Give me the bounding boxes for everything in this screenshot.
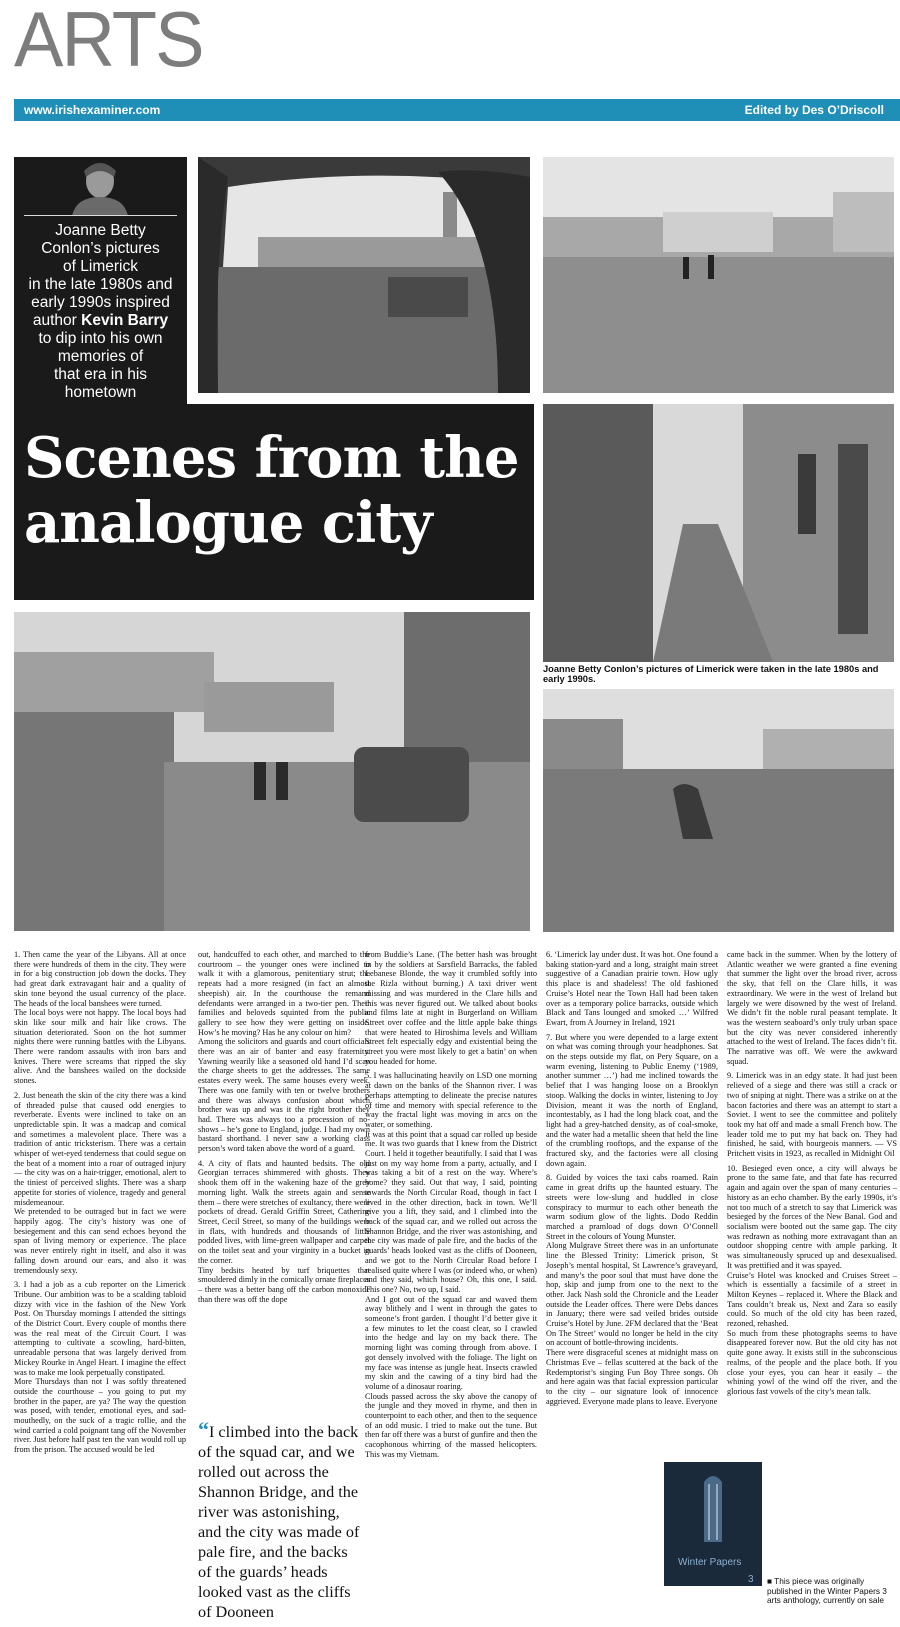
paragraph: 3. I had a job as a cub reporter on the Limerick Tribune. Our ambition was to be a scalding tabloid dizzy with vice in the fashion of the New York Post. On Thursday mornings I attended the sittings of the District Court. Every couple of months there was the real meat of the Circuit Court. I was attempting to cultivate a scowling, hard-bitten, unreadable persona that was largely derived from Mickey Rourke in Angel Heart. I imagine the effect was to make me look perpetually constipated. More Thursdays than not I was softly threatened outside the courthouse – you going to put my brother in the paper, are ya? The way the question was posed, with tender, emotional eyes, and sad-mouthedly, on the suck of a tragic rollie, and the wind carried a cold poignant tang off the November river. Just before half past ten the van would roll up from the prison. The accused would be led <box>14 1280 186 1455</box>
paragraph: 10. Besieged even once, a city will always be prone to the same fate, and that fate has recurred again and again over the span of many centuries – history as an echo chamber. By the early 1990s, it’s not too much of a stretch to say that Limerick was besieged by the forces of the New Banal. God and socialism were booted out the same gap. The city was redrawn as nothing more extravagant than an outdoor shopping centre with ample parking. It was simultaneously spruced up and desexualised. It was prettified and it was spayed. Cruise’s Hotel was knocked and Cruises Street – which is essentially a facsimile of a street in Milton Keynes – replaced it. Where the Black and Tans couldn’t break us, Next and Zara so easily could. So much of the old city has been razed, rezoned, rehashed. So much from these photographs seems to have disappeared forever now. But the old city has not quite gone away. It exists still in the subconscious realms, of the people and the place both. If you close your eyes, you can hear it easily – the whining yowl of the wind off the river, and the glorious fast vowels of the city’s mean talk. <box>727 1163 897 1396</box>
text-column-5 <box>727 950 897 1402</box>
text-column-3 <box>365 950 537 1465</box>
author-name: Kevin Barry <box>81 312 169 329</box>
text-column-2 <box>198 950 370 1309</box>
header-bar <box>14 99 900 121</box>
headline: Scenes from the analogue city <box>14 404 534 600</box>
paragraph: 5. I was hallucinating heavily on LSD one morning at dawn on the banks of the Shannon river. I was perhaps attempting to delineate the precise natures of time and memory with special reference to the way the fractal light was moving in arcs on the water, or something. It was at this point that a squad car rolled up beside me. It was two guards that I knew from the District Court. I held it together beautifully. I said that I was just on my way home from a party, actually, and I was taking a bit of a rest on the way. Where’s home? they said. Out that way, I said, pointing towards the North Circular Road, though in fact I lived in the other direction, back in town. We’ll give you a lift, they said, and I climbed into the back of the squad car, and we rolled out across the Shannon Bridge, and the river was astonishing, and the city was made of pale fire, and the backs of the guards’ heads looked vast as the cliffs of Dooneen, and we got to the North Circular Road before I realised quite where I was (or indeed who, or when) and they said, which house? Oh, this one, I said. This one? No, two up, I said. And I got out of the squad car and waved them away blithely and I went in through the gates to someone’s front garden. I thought I’d better give it a few minutes to let the coast clear, so I crawled into the hedge and lay on my back there. The morning light was coming through from above. I got densely involved with the foliage. The light on my face was intense as jungle heat. Insects crawled my skin and the cawing of a tiny bird had the volume of a dinosaur roaring. Clouds passed across the sky above the canopy of the jungle and they moved in rhyme, and then in counterpoint to each other, and then to the sequence of an odd music. I tried to make out the tune. But then far off there was a burst of gunfire and then the cacophonous whirring of the massed helicopters. This was my Vietnam. <box>365 1071 537 1459</box>
paragraph: 8. Guided by voices the taxi cabs roamed. Rain came in great drifts up the haunted estuary. The streets were low-slung and huddled in close conspiracy to murmur to each other beneath the warm sodium glow of the lights. Dodo Reddin marched a pramload of dogs down O’Connell Street in the colours of Young Munster. Along Mulgrave Street there was in an unfortunate line the Blessed Trinity: Limerick prison, St Joseph’s mental hospital, St Lawrence’s graveyard, and many’s the poor soul that must have done the hop, skip and jump from one to the next to the other. Jack Nash sold the Chronicle and the Leader outside the Leader offces. There were Debs dances in January; there were sad veiled brides outside Cruise’s Hotel by June. 2FM declared that the ‘Beat On The Street’ would no longer be held in the city on account of bottle-throwing incidents. There were disgraceful scenes at midnight mass on Christmas Eve – fellas scuttered at the back of the Redemptorist’s singing Fun Boy Three songs. Oh and here again was that facial expression particular to the city – our signature look of innocence aggrieved. Everyone made plans to leave. Everyone <box>546 1173 718 1406</box>
paragraph: 6. ‘Limerick lay under dust. It was hot. One found a baking station-yard and a long, straight main street suggestive of a Canadian prairie town. How ugly this place is and shadeless! The old fashioned Cruise’s Hotel near the Town Hall had been taken over as a temporary police barracks, outside which Black and Tans lounged and smoked …’ Wilfred Ewart, from A Journey in Ireland, 1921 <box>546 950 718 1027</box>
paragraph: 2. Just beneath the skin of the city there was a kind of threaded pulse that caused odd energies to reverberate. Events were inclined to take on an unpredictable spin. It was a madcap and comical and sometimes a malevolent place. There was a tradition of antic tricksterism. There was a certain whisper of wet-eyed tenderness that could segue on the beat of a moment into a roar of outraged injury — the city was on a hair-trigger, emotional, alert to the tiniest of perceived slights. There was a sharp appetite for stories of violence, tragedy and general misdemeanour. We pretended to be outraged but in fact we were happily agog. The city’s history was one of besiegement and this can send echoes beyond the span of living memory or experience. The place was never entirely right in itself, and also it was falling down around our ears, and also it was tremendously sexy. <box>14 1090 186 1275</box>
text-column-4 <box>546 950 718 1411</box>
paragraph: came back in the summer. When by the lottery of Atlantic weather we were granted a fine evening that summer the light over the broad river, across the sky, that fell on the Clare hills, it was extraordinary. We were in the west of Ireland but largely we were disowned by the west of Ireland. We didn’t fit the noble rural peasant template. It was the western seaboard’s only truly urban space but the city was never considered inherently attached to the west of Ireland. The faces didn’t fit. The narrative was off. We were the awkward squad. <box>727 950 897 1066</box>
paragraph: 9. Limerick was in an edgy state. It had just been relieved of a siege and there was still a crack or two of sniping at night. There was a strike on at the bacon factories and there was an attempt to start a Soviet. I went to see the committee and politely took my hat off and made a small French bow. The leader told me to put my hat back on. They had finished, he said, with bourgeois manners. — VS Pritchett visits in 1923, as recalled in Midnight Oil <box>727 1071 897 1159</box>
photo-alleyway <box>543 404 894 662</box>
publication-note: ■ This piece was originally published in the Winter Papers 3 arts anthology, currently on sale <box>767 1576 887 1606</box>
editor-credit: Edited by Des O’Driscoll <box>744 103 884 117</box>
book-cover <box>664 1462 762 1586</box>
photo-flats-and-figures <box>543 157 894 393</box>
intro-text: Joanne Betty Conlon’s pictures of Limerick in the late 1980s and early 1990s inspired author Kevin Barry to dip into his own memories of that era in his hometown <box>14 216 187 404</box>
paragraph: 7. But where you were depended to a large extent on what was coming through your headphones. Sat on the steps outside my flat, on Pery Square, on a warm evening, listening to Public Enemy (‘1989, another summer …’) had me inclined towards the belief that I was hanging loose on a Brooklyn stoop. Walking the docks in winter, listening to Joy Division, meant it was the north of England, incontestably, as I had the long black coat, and the light had a grey-hatched density, as of coal-smoke, and the water had a metallic sheen that held the line of the crumbling rooftops, and the expanse of the fractured sky, and the factories were all closing down again. <box>546 1032 718 1168</box>
photo-rubble-and-worker <box>543 689 894 932</box>
book-title: Winter Papers <box>678 1557 742 1568</box>
photo-children-and-car <box>14 612 530 931</box>
site-link[interactable]: www.irishexaminer.com <box>24 103 161 117</box>
paragraph: from Buddie’s Lane. (The better hash was brought in by the soldiers at Sarsfield Barracks, the fabled Lebanese Blonde, the way it crumbled softly into the Rizla without burning.) A taxi driver went missing and was murdered in the Clare hills and this was never figured out. We talked about books and films late at night in Burgerland on William Street over coffee and the little apple bake things that were heated to Hiroshima levels and William Street felt especially edgy and existential being the street you were most likely to get a batin’ on when you headed for home. <box>365 950 537 1066</box>
author-portrait <box>14 157 187 216</box>
paragraph: 1. Then came the year of the Libyans. All at once there were hundreds of them in the city. They were in for a big construction job down the docks. They had great dark extravagant hair and a quality of skin tone beyond the usual currency of the place. The heads of the local banshees were turned. The local boys were not happy. The local boys had skin like sour milk and hair like crows. The situation deteriorated. Soon on the hot summer nights there were running battles with the Libyans. There were random assaults with iron bars and knives. There were screams that ripped the sky alive. And the banshees wailed on the dockside stones. <box>14 950 186 1086</box>
paragraph: out, handcuffed to each other, and marched to the courtroom – the younger ones were inclined to walk it with a glamorous, penitentiary strut; the repeats had a more resigned (in fact an almost sheepish) air. In the courthouse the remand defendants were arranged in a two-tier pen. Their families and beloveds squinted from the public gallery to see how they were getting on inside. How’s he moving? Has he any colour on him? Among the solicitors and guards and court officials there was an air of banter and easy fraternity. Yawning wearily like a seasoned old hand I’d scan the charge sheets to get the addresses. The same estates every week. The same houses every week. There was one family with ten or twelve brothers and there was always confusion about which brother was up and was it the right brother they had. There was always too a procession of no-shows – he’s gone to England, judge. I had my own bastard shorthand. I never saw a working class person’s word taken above the word of a guard. <box>198 950 370 1154</box>
section-title: ARTS <box>14 0 203 83</box>
photo-wasteground-through-wall <box>198 157 530 393</box>
book-number: 3 <box>748 1574 754 1585</box>
text-column-1 <box>14 950 186 1460</box>
quote-mark-icon: “ <box>198 1417 209 1442</box>
photo-caption: Joanne Betty Conlon’s pictures of Limerick were taken in the late 1980s and early 1990s. <box>543 664 879 684</box>
paragraph: 4. A city of flats and haunted bedsits. The old Georgian terraces shimmered with ghosts. They shook them off in the wakening haze of the grey morning light. Walk the streets again and sense them – there were stretches of exultancy, there were pockets of dread. Gerald Griffin Street, Catherine Street, Cecil Street, so many of the buildings were in flats, with hundreds and thousands of little podded lives, with lime-green wallpaper and carpet on the toilet seat and your virginity in a bucket in the corner. Tiny bedsits heated by turf briquettes that smouldered dimly in the comically ornate fireplaces – there was a better bang off the carbon monoxide than there was off the dope <box>198 1158 370 1304</box>
pull-quote: “I climbed into the back of the squad car, and we rolled out across the Shannon Bridge, and the river was astonishing, and the city was made of pale fire, and the backs of the guards’ heads looked vast as the cliffs of Dooneen <box>198 1417 360 1621</box>
